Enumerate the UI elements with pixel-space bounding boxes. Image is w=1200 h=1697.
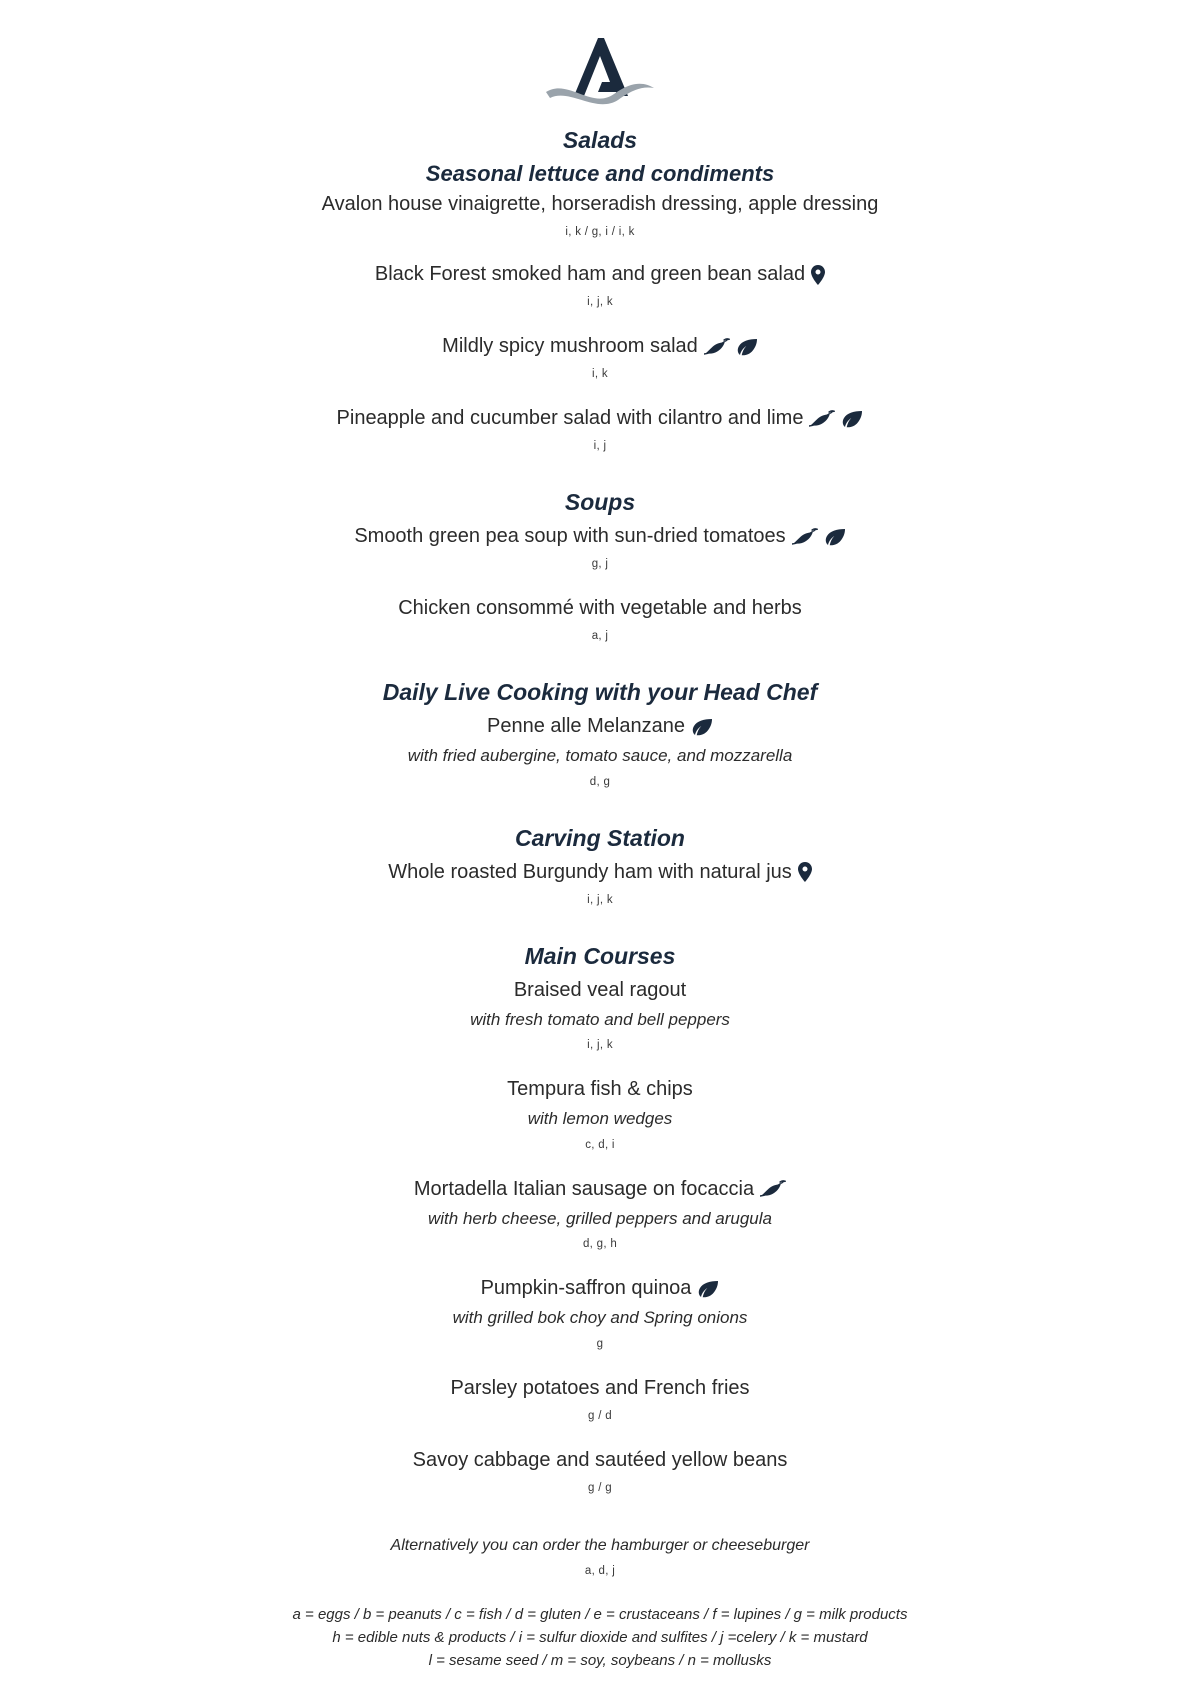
allergen-codes: i, j xyxy=(593,440,607,453)
menu-item-label: Chicken consommé with vegetable and herbs xyxy=(398,597,802,620)
vegetarian-leaf-icon xyxy=(691,717,713,737)
section-carving-station xyxy=(140,824,1060,906)
section-title: Main Courses xyxy=(524,942,676,969)
menu-item-label: Mortadella Italian sausage on focaccia xyxy=(413,1177,755,1200)
menu-item xyxy=(140,522,1060,570)
section-live-cooking xyxy=(140,678,1060,787)
menu-item-label: Savoy cabbage and sautéed yellow beans xyxy=(412,1448,788,1471)
menu-item-name-row xyxy=(140,1274,1060,1303)
legend-line: a = eggs / b = peanuts / c = fish / d = gluten / e = crustaceans / f = lupines / g = milk products xyxy=(292,1605,908,1623)
salads-dressings: Avalon house vinaigrette, horseradish dressing, apple dressing xyxy=(321,193,879,216)
menu-footer xyxy=(140,1534,1060,1673)
allergen-codes: a, d, j xyxy=(584,1564,616,1577)
legend-line: l = sesame seed / m = soy, soybeans / n = mollusks xyxy=(428,1652,772,1670)
menu-item-description: with fresh tomato and bell peppers xyxy=(470,1009,730,1029)
section-title: Daily Live Cooking with your Head Chef xyxy=(382,679,818,706)
menu-item-name-row xyxy=(140,1374,1060,1403)
allergen-legend xyxy=(140,1603,1060,1673)
menu-item-label: Smooth green pea soup with sun-dried tomatoes xyxy=(354,525,786,548)
menu-item xyxy=(140,1374,1060,1422)
menu-item-name-row xyxy=(140,858,1060,887)
menu-item-label: Tempura fish & chips xyxy=(507,1078,693,1101)
menu-item-name-row xyxy=(140,260,1060,289)
section-subtitle: Seasonal lettuce and condiments xyxy=(425,160,775,186)
menu-item-name-row xyxy=(140,1175,1060,1204)
alternative-note: Alternatively you can order the hamburger or cheeseburger xyxy=(390,1536,810,1554)
allergen-codes: g xyxy=(596,1337,604,1350)
menu-item-label: Pumpkin-saffron quinoa xyxy=(480,1277,692,1300)
menu-item-label: Penne alle Melanzane xyxy=(487,715,685,738)
section-title: Soups xyxy=(564,489,636,516)
menu-item-name-row xyxy=(140,976,1060,1005)
menu-item-label: Whole roasted Burgundy ham with natural jus xyxy=(388,860,792,883)
chili-pepper-icon xyxy=(704,337,730,357)
chili-pepper-icon xyxy=(760,1179,786,1199)
menu-item-label: Black Forest smoked ham and green bean salad xyxy=(374,263,806,286)
menu-item-name-row xyxy=(140,712,1060,741)
vegetarian-leaf-icon xyxy=(697,1279,719,1299)
menu-item-description: with fried aubergine, tomato sauce, and mozzarella xyxy=(407,746,793,766)
section-title: Salads xyxy=(562,127,638,153)
allergen-codes: a, j xyxy=(591,630,609,643)
menu-item-description: with herb cheese, grilled peppers and arugula xyxy=(427,1208,772,1228)
location-pin-icon xyxy=(798,862,812,882)
location-pin-icon xyxy=(811,265,825,285)
menu-item-name-row xyxy=(140,522,1060,551)
allergen-codes: d, g xyxy=(589,775,611,788)
menu-item xyxy=(140,858,1060,906)
avalon-logo xyxy=(540,30,660,120)
menu-item xyxy=(140,260,1060,308)
menu-item xyxy=(140,1274,1060,1350)
menu-item-label: Mildly spicy mushroom salad xyxy=(442,335,698,358)
menu-item-label: Pineapple and cucumber salad with cilantro and lime xyxy=(336,407,804,430)
allergen-codes: i, j, k xyxy=(587,296,613,309)
menu-item xyxy=(140,332,1060,380)
allergen-codes: i, k xyxy=(592,368,608,381)
chili-pepper-icon xyxy=(809,409,835,429)
menu-item-label: Parsley potatoes and French fries xyxy=(450,1376,750,1399)
allergen-codes: i, k / g, i / i, k xyxy=(565,226,635,239)
legend-line: h = edible nuts & products / i = sulfur dioxide and sulfites / j =celery / k = mustard xyxy=(332,1628,868,1646)
allergen-codes: i, j, k xyxy=(587,1039,613,1052)
vegetarian-leaf-icon xyxy=(736,337,758,357)
menu-item-name-row xyxy=(140,1075,1060,1104)
allergen-codes: g / g xyxy=(588,1481,612,1494)
section-main-courses xyxy=(140,942,1060,1494)
chili-pepper-icon xyxy=(792,527,818,547)
section-soups xyxy=(140,488,1060,642)
menu-item xyxy=(140,1075,1060,1151)
menu-item-description: with lemon wedges xyxy=(527,1109,673,1129)
allergen-codes: c, d, i xyxy=(585,1138,615,1151)
logo-icon xyxy=(540,30,660,120)
vegetarian-leaf-icon xyxy=(841,409,863,429)
allergen-codes: g, j xyxy=(591,558,609,571)
menu-item xyxy=(140,712,1060,788)
allergen-codes: i, j, k xyxy=(587,893,613,906)
section-salads xyxy=(140,126,1060,452)
menu-item-label: Braised veal ragout xyxy=(513,978,687,1001)
vegetarian-leaf-icon xyxy=(824,527,846,547)
menu-item-name-row xyxy=(140,594,1060,623)
menu-item xyxy=(140,594,1060,642)
menu-item xyxy=(140,1446,1060,1494)
menu-item xyxy=(140,976,1060,1052)
menu-item-description: with grilled bok choy and Spring onions xyxy=(452,1308,748,1328)
menu-item-name-row xyxy=(140,1446,1060,1475)
menu-item-name-row xyxy=(140,404,1060,433)
menu-item xyxy=(140,1175,1060,1251)
menu-item-name-row xyxy=(140,332,1060,361)
menu-item xyxy=(140,404,1060,452)
section-title: Carving Station xyxy=(515,824,685,851)
allergen-codes: d, g, h xyxy=(582,1238,618,1251)
allergen-codes: g / d xyxy=(588,1409,612,1422)
